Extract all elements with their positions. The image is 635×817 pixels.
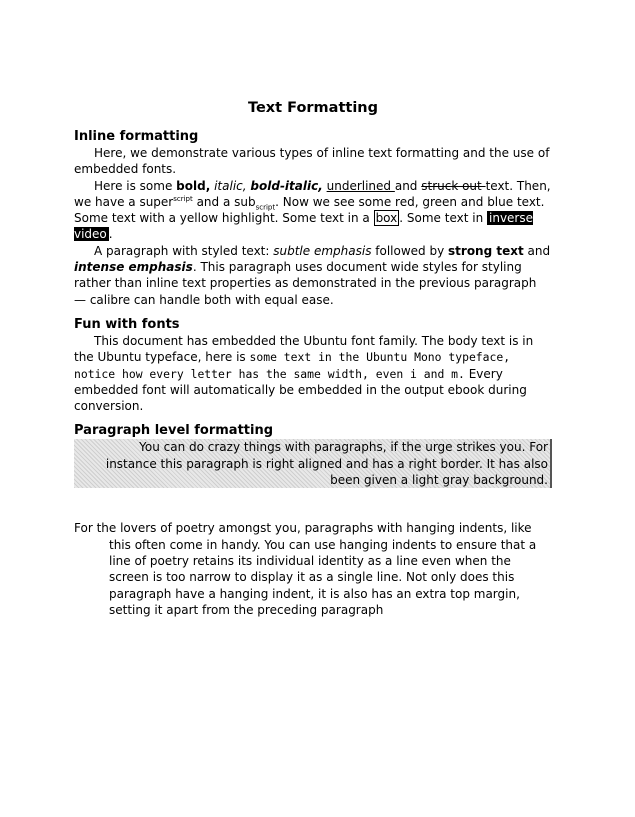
text-run: . This paragraph uses document wide styles for styling rather than inline text properties as demonstrated in the previous paragraph — calibre can handle both with equal ease. [74, 260, 537, 307]
superscript-text: script [173, 194, 193, 203]
heading-paragraph-formatting: Paragraph level formatting [74, 423, 274, 439]
text-run: . [108, 227, 113, 242]
paragraph-intro: Here, we demonstrate various types of inline text formatting and the use of embedded fonts. [74, 146, 550, 177]
text-run: Here is some [94, 178, 177, 193]
text-run: This document has embedded the Ubuntu font family. The body text is in the Ubuntu typeface, here is [74, 333, 534, 365]
page-title: Text Formatting [248, 100, 378, 116]
paragraph-styled [74, 243, 552, 308]
heading-inline-formatting: Inline formatting [74, 129, 199, 144]
document-page [74, 98, 552, 618]
subtle-emphasis-text: subtle emphasis [273, 243, 372, 258]
text-run: . Some text in [399, 211, 487, 226]
text-run: and [394, 178, 422, 193]
text-run: A paragraph with styled text: [94, 243, 274, 258]
heading-fun-with-fonts: Fun with fonts [74, 316, 180, 332]
text-run: Every embedded font will automatically be embedded in the output ebook during conversion. [74, 366, 527, 414]
text-run: . Now we see some red, green and blue text. Some text with a yellow highlight. Some text in a [74, 194, 545, 226]
paragraph-hanging-indent: For the lovers of poetry amongst you, paragraphs with hanging indents, like this often come in handy. You can use hanging indents to ensure that a line of poetry retains its individual identity as a line even when the screen is too narrow to display it as a single line. Not only does this paragraph have a hanging indent, it is also has an extra top margin, setting it apart from the preceding paragraph [74, 521, 537, 617]
monospace-text: some text in the Ubuntu Mono typeface, notice how every letter has the same width, even i and m. [74, 350, 511, 381]
subscript-text: script [255, 203, 276, 212]
boxed-text: box [375, 211, 398, 226]
intense-emphasis-text: intense emphasis [74, 260, 193, 275]
text-run: and a sub [192, 194, 256, 209]
paragraph-fonts [74, 333, 552, 414]
text-run: followed by [371, 243, 449, 258]
inverse-video-text: inverse video [74, 211, 533, 242]
bold-text: bold, [176, 178, 211, 193]
bold-italic-text: bold-italic, [250, 178, 323, 193]
strong-text: strong text [448, 243, 524, 258]
text-run: and [523, 243, 551, 258]
italic-text: italic, [214, 178, 247, 193]
text-run: text. Then, we have a super [74, 178, 551, 209]
struck-text: struck out [421, 178, 486, 193]
underlined-text: underlined [326, 178, 395, 193]
paragraph-right-aligned: You can do crazy things with paragraphs, if the urge strikes you. For instance this paragraph is right aligned and has a right border. It has also been given a light gray background. [74, 439, 552, 488]
paragraph-inline-examples [74, 178, 552, 243]
